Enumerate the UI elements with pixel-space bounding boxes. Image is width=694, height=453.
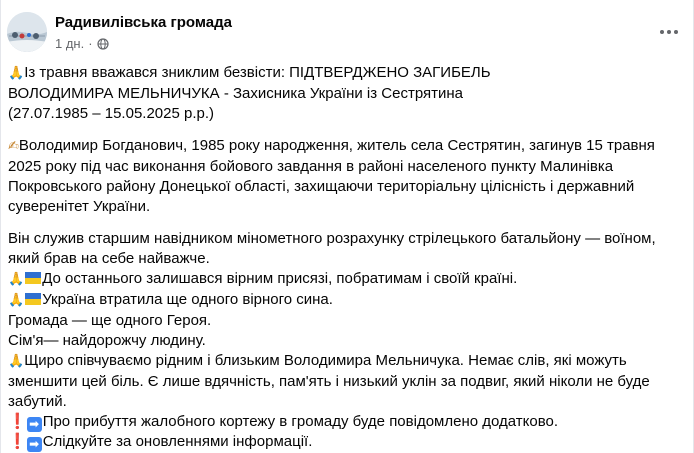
folded-hands-icon: 🙏 bbox=[8, 272, 25, 287]
red-exclamation-icon: ❗ bbox=[8, 433, 27, 450]
meta-separator: · bbox=[88, 36, 93, 51]
folded-hands-icon: 🙏 bbox=[8, 354, 25, 369]
post-header bbox=[1, 0, 693, 60]
ukraine-flag-icon bbox=[25, 293, 41, 305]
line-name: ВОЛОДИМИРА МЕЛЬНИЧУКА - Захисника України із Сестрятина bbox=[8, 85, 464, 102]
folded-hands-icon: 🙏 bbox=[8, 66, 25, 81]
line-oath: 🙏 До останнього залишався вірним присязі, побратимам і своїй країні. bbox=[8, 270, 518, 287]
folded-hands-icon: 🙏 bbox=[8, 293, 25, 308]
writing-hand-icon: ✍ bbox=[8, 139, 19, 154]
line-follow: ❗ ➡ Слідкуйте за оновленнями інформації. bbox=[8, 433, 313, 451]
paragraph-service: Він служив старшим навідником мінометного розрахунку стрілецького батальйону — воїном, який брав на себе найважче. bbox=[8, 230, 656, 267]
avatar[interactable] bbox=[7, 12, 47, 52]
ukraine-flag-icon bbox=[25, 272, 41, 284]
red-exclamation-icon: ❗ bbox=[8, 413, 27, 430]
paragraph-bio: ✍Володимир Богданович, 1985 року народження, житель села Сестрятин, загинув 15 травня 2025 року під час виконання бойового завдання в районі населеного пункту Малинівка Покровського району Донецької області, захищаючи територіальну цілісність і державний суверенітет України. bbox=[8, 137, 655, 215]
line-family: Сім'я— найдорожчу людину. bbox=[8, 332, 206, 349]
more-options-icon[interactable] bbox=[655, 24, 683, 40]
post-time[interactable]: 1 дн. bbox=[55, 36, 85, 51]
line-loss: 🙏 Україна втратила ще одного вірного сина. bbox=[8, 291, 333, 308]
line-cortege: ❗ ➡ Про прибуття жалобного кортежу в громаду буде повідомлено додатково. bbox=[8, 413, 559, 431]
paragraph-condolence: 🙏Щиро співчуваємо рідним і близьким Володимира Мельничука. Немає слів, які можуть зменшити цей біль. Є лише вдячність, пам'ять і низький уклін за подвиг, який ніколи не буде забутий. bbox=[8, 352, 650, 410]
page-name[interactable]: Радивилівська громада bbox=[55, 14, 232, 31]
globe-icon bbox=[97, 38, 109, 50]
right-arrow-icon: ➡ bbox=[27, 437, 42, 452]
avatar-image bbox=[7, 12, 47, 52]
line-dates: (27.07.1985 – 15.05.2025 р.р.) bbox=[8, 105, 215, 122]
post-text bbox=[8, 63, 681, 452]
post-meta bbox=[55, 36, 109, 51]
line-community: Громада — ще одного Героя. bbox=[8, 312, 212, 329]
right-arrow-icon: ➡ bbox=[27, 417, 42, 432]
line-announcement: 🙏Із травня вважався зниклим безвісти: ПІДТВЕРДЖЕНО ЗАГИБЕЛЬ bbox=[8, 64, 491, 81]
